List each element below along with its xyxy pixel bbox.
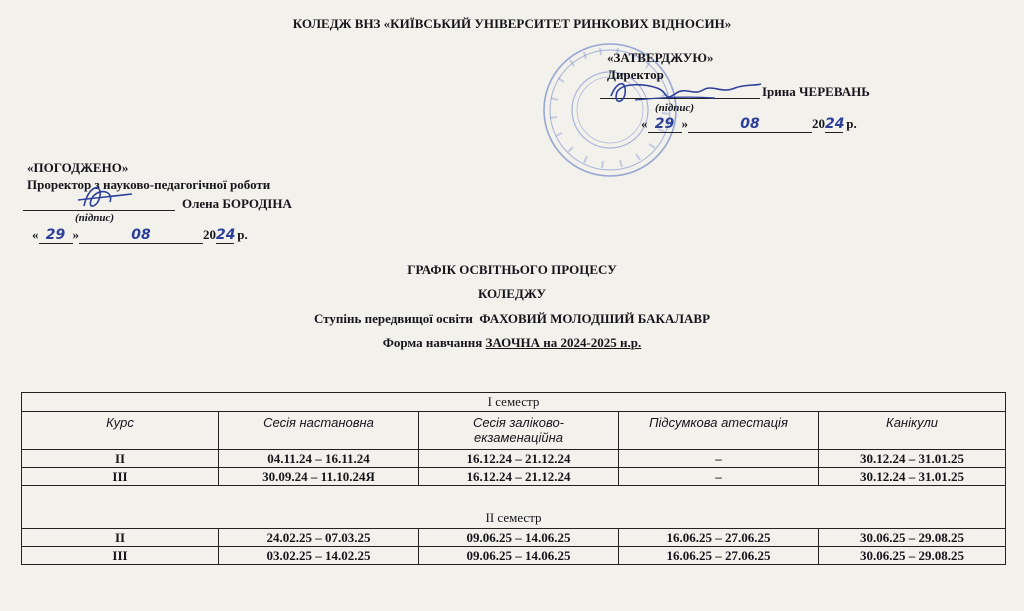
table-cell: 03.02.25 – 14.02.25: [219, 547, 419, 565]
agree-sign-note: (підпис): [75, 212, 115, 224]
table-cell: 16.12.24 – 21.12.24: [419, 468, 619, 486]
table-cell: 09.06.25 – 14.06.25: [419, 547, 619, 565]
approve-date: « 29 » 08 2024 р.: [641, 116, 857, 132]
approve-month: 08: [740, 116, 760, 132]
table-cell: –: [619, 468, 819, 486]
doc-subtitle: КОЛЕДЖУ: [477, 286, 547, 301]
agree-title: «ПОГОДЖЕНО»: [27, 160, 129, 175]
table-cell: 16.12.24 – 21.12.24: [419, 450, 619, 468]
table-cell: 30.12.24 – 31.01.25: [819, 450, 1006, 468]
approve-title: «ЗАТВЕРДЖУЮ»: [607, 50, 714, 65]
table-cell: ІІ: [22, 450, 219, 468]
agree-date: « 29 » 08 2024 р.: [32, 227, 248, 243]
col-header-course: Курс: [22, 412, 219, 450]
col-header-final-attestation: Підсумкова атестація: [619, 412, 819, 450]
degree-label: Ступінь передвищої освіти: [313, 311, 473, 326]
col-header-vacation: Канікули: [819, 412, 1006, 450]
table-row: [22, 450, 1006, 468]
table-row: [22, 468, 1006, 486]
table-cell: 16.06.25 – 27.06.25: [619, 529, 819, 547]
table-row: [22, 529, 1006, 547]
agree-day: 29: [45, 227, 66, 243]
table-cell: 09.06.25 – 14.06.25: [419, 529, 619, 547]
table-cell: 16.06.25 – 27.06.25: [619, 547, 819, 565]
table-cell: 30.12.24 – 31.01.25: [819, 468, 1006, 486]
table-cell: ІІ: [22, 529, 219, 547]
approve-role: Директор: [607, 67, 664, 82]
agree-year: 24: [216, 227, 236, 243]
doc-form: [0, 335, 1024, 351]
agree-name: Олена БОРОДІНА: [182, 196, 292, 211]
doc-degree: [0, 311, 1024, 327]
table-cell: ІІІ: [22, 547, 219, 565]
col-header-exam-session: Сесія заліково-екзаменаційна: [419, 412, 619, 450]
agree-month: 08: [131, 227, 151, 243]
table-cell: 04.11.24 – 16.11.24: [219, 450, 419, 468]
table-cell: –: [619, 450, 819, 468]
semester-1-label: І семестр: [22, 393, 1006, 412]
approve-year: 24: [825, 116, 845, 132]
approve-name: Ірина ЧЕРЕВАНЬ: [762, 84, 870, 99]
table-cell: 30.06.25 – 29.08.25: [819, 547, 1006, 565]
doc-title: ГРАФІК ОСВІТНЬОГО ПРОЦЕСУ: [407, 262, 617, 277]
semester-row: [22, 486, 1006, 529]
approve-sign-note: (підпис): [655, 102, 695, 114]
table-row: [22, 547, 1006, 565]
header-row: [22, 412, 1006, 450]
form-label: Форма навчання: [382, 335, 483, 350]
table-cell: ІІІ: [22, 468, 219, 486]
table-cell: 30.09.24 – 11.10.24Я: [219, 468, 419, 486]
semester-row: [22, 393, 1006, 412]
form-value: ЗАОЧНА на 2024-2025 н.р.: [485, 335, 642, 350]
table-cell: 30.06.25 – 29.08.25: [819, 529, 1006, 547]
semester-2-label: ІІ семестр: [22, 486, 1006, 529]
college-header: КОЛЕДЖ ВНЗ «КИЇВСЬКИЙ УНІВЕРСИТЕТ РИНКОВИХ ВІДНОСИН»: [292, 16, 732, 31]
approve-day: 29: [654, 116, 675, 132]
table-cell: 24.02.25 – 07.03.25: [219, 529, 419, 547]
col-header-setup-session: Сесія настановна: [219, 412, 419, 450]
degree-value: ФАХОВИЙ МОЛОДШИЙ БАКАЛАВР: [479, 311, 711, 326]
schedule-table: [21, 392, 1006, 565]
agree-role: Проректор з науково-педагогічної роботи: [27, 177, 271, 192]
